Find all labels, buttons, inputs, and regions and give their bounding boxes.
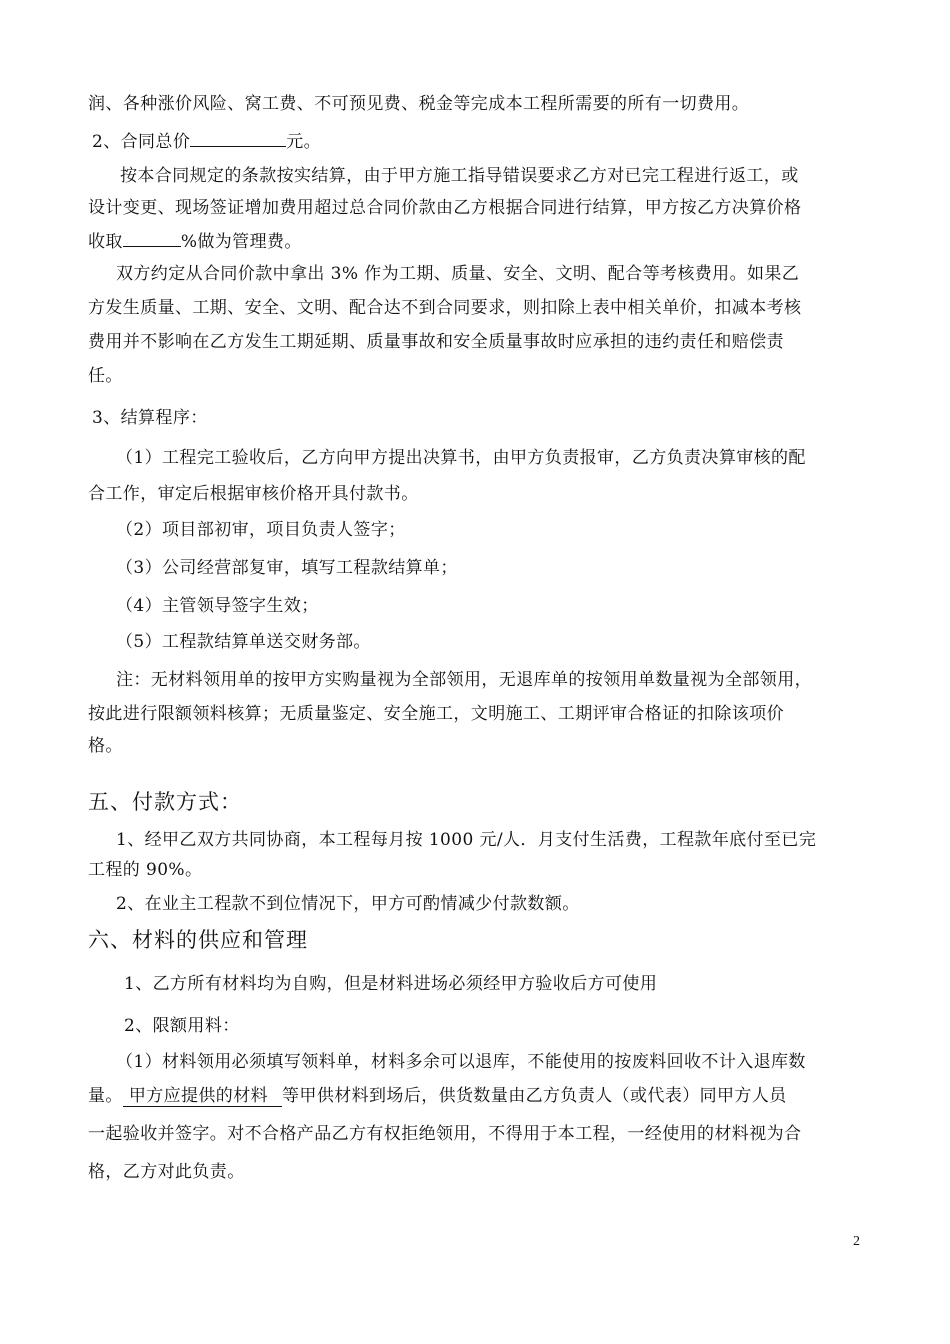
paragraph-line: 合工作，审定后根据审核价格开具付款书。 bbox=[88, 484, 419, 504]
paragraph-line: 按本合同规定的条款按实结算，由于甲方施工指导错误要求乙方对已完工程进行返工，或 bbox=[120, 166, 799, 186]
paragraph-line: 2、在业主工程款不到位情况下，甲方可酌情减少付款数额。 bbox=[116, 894, 580, 914]
paragraph-line: 润、各种涨价风险、窝工费、不可预见费、税金等完成本工程所需要的所有一切费用。 bbox=[88, 94, 750, 114]
management-fee-blank bbox=[123, 228, 181, 247]
section-heading-payment: 五、付款方式： bbox=[88, 790, 242, 814]
list-item: （4）主管领导签字生效； bbox=[116, 596, 319, 616]
section-heading-materials: 六、材料的供应和管理 bbox=[88, 928, 308, 952]
page-number: 2 bbox=[853, 1234, 860, 1249]
note-line: 按此进行限额领料核算；无质量鉴定、安全施工，文明施工、工期评审合格证的扣除该项价 bbox=[88, 704, 784, 724]
list-item: （3）公司经营部复审，填写工程款结算单； bbox=[116, 558, 458, 578]
paragraph-line: （1）材料领用必须填写领料单，材料多余可以退库，不能使用的按废料回收不计入退库数 bbox=[116, 1052, 806, 1072]
paragraph-line: 1、乙方所有材料均为自购，但是材料进场必须经甲方验收后方可使用 bbox=[124, 974, 658, 994]
note-line: 格。 bbox=[88, 736, 123, 756]
paragraph-line: 2、限额用料： bbox=[124, 1016, 240, 1036]
paragraph-line: 1、经甲乙双方共同协商，本工程每月按 1000 元/人．月支付生活费，工程款年底付至已完 bbox=[116, 830, 817, 850]
settlement-procedure-title: 3、结算程序： bbox=[92, 408, 208, 428]
paragraph-line: 工程的 90%。 bbox=[88, 860, 203, 880]
management-fee-label: 收取 bbox=[88, 232, 123, 252]
paragraph-line: 设计变更、现场签证增加费用超过总合同价款由乙方根据合同进行结算，甲方按乙方决算价格 bbox=[88, 198, 802, 218]
paragraph-line: 一起验收并签字。对不合格产品乙方有权拒绝领用，不得用于本工程，一经使用的材料视为合 bbox=[88, 1124, 802, 1144]
contract-total-price-blank bbox=[190, 128, 286, 147]
contract-total-price-label: 2、合同总价 bbox=[92, 132, 191, 152]
list-item: （2）项目部初审，项目负责人签字； bbox=[116, 520, 406, 540]
supplied-materials-underlined: 甲方应提供的材料 bbox=[123, 1086, 282, 1107]
currency-unit: 元。 bbox=[286, 132, 322, 152]
paragraph-text: 等甲供材料到场后，供货数量由乙方负责人（或代表）同甲方人员 bbox=[282, 1086, 787, 1106]
paragraph-line: 格，乙方对此负责。 bbox=[88, 1162, 245, 1182]
note-line: 注：无材料领用单的按甲方实购量视为全部领用，无退库单的按领用单数量视为全部领用， bbox=[116, 670, 812, 690]
list-item: （5）工程款结算单送交财务部。 bbox=[116, 632, 371, 652]
paragraph-text: 量。 bbox=[88, 1086, 123, 1106]
paragraph-line: 任。 bbox=[88, 366, 123, 386]
contract-total-price-line bbox=[92, 128, 321, 154]
management-fee-suffix: %做为管理费。 bbox=[180, 232, 302, 252]
paragraph-line: 方发生质量、工期、安全、文明、配合达不到合同要求，则扣除上表中相关单价，扣减本考核 bbox=[88, 298, 802, 318]
paragraph-line: 费用并不影响在乙方发生工期延期、质量事故和安全质量事故时应承担的违约责任和赔偿责 bbox=[88, 332, 784, 352]
paragraph-line: （1）工程完工验收后，乙方向甲方提出决算书，由甲方负责报审，乙方负责决算审核的配 bbox=[116, 448, 806, 468]
management-fee-line bbox=[88, 228, 302, 254]
supplied-materials-line bbox=[88, 1084, 787, 1108]
paragraph-line: 双方约定从合同价款中拿出 3% 作为工期、质量、安全、文明、配合等考核费用。如果乙 bbox=[116, 264, 800, 284]
